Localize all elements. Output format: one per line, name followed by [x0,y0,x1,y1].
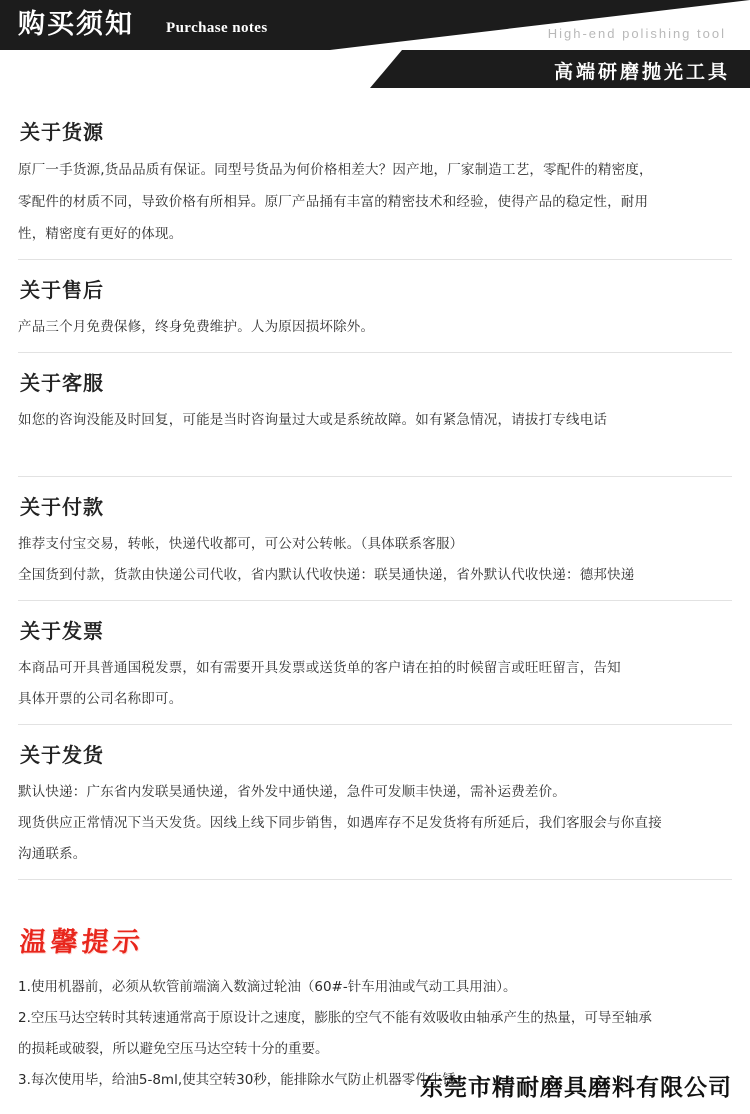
section-paragraph: 产品三个月免费保修，终身免费维护。人为原因损坏除外。 [18,319,375,335]
warm-tip-item: 3.每次使用毕，给油5-8ml,使其空转30秒，能排除水气防止机器零件生锈。 [18,1072,470,1088]
section-divider [18,259,732,260]
section-paragraph: 本商品可开具普通国税发票，如有需要开具发票或送货单的客户请在拍的时候留言或旺旺留言，告知 [18,660,621,676]
section-paragraph: 沟通联系。 [18,846,87,862]
section-paragraph: 现货供应正常情况下当天发货。因线上线下同步销售，如遇库存不足发货将有所延后，我们客服会与你直接 [18,815,662,831]
section-paragraph: 如您的咨询没能及时回复，可能是当时咨询量过大或是系统故障。如有紧急情况，请拔打专线电话 [18,412,608,428]
section-goods-source [18,116,732,260]
warm-tip-item: 2.空压马达空转时其转速通常高于原设计之速度，膨胀的空气不能有效吸收由轴承产生的热量，可导至轴承 [18,1010,652,1026]
warm-tip-item: 1.使用机器前，必须从软管前端滴入数滴过轮油（60#-针车用油或气动工具用油）。 [18,979,517,995]
company-name: 东莞市精耐磨具磨料有限公司 [420,1075,732,1101]
header-subtitle-english: High-end polishing tool [547,26,726,41]
section-body [18,408,732,464]
section-paragraph: 全国货到付款，货款由快递公司代收，省内默认代收快递：联昊通快递，省外默认代收快递：德邦快递 [18,567,635,583]
section-paragraph: 推荐支付宝交易，转帐，快递代收都可，可公对公转帐。（具体联系客服） [18,536,464,552]
section-shipping [18,739,732,880]
section-divider [18,724,732,725]
section-divider [18,879,732,880]
section-title: 关于售后 [20,278,104,302]
warm-tips-title: 温馨提示 [18,927,146,958]
section-title: 关于客服 [20,371,104,395]
section-title: 关于货源 [20,120,104,144]
warm-tip-item: 的损耗或破裂，所以避免空压马达空转十分的重要。 [18,1041,329,1057]
section-divider [18,600,732,601]
header-title-english: Purchase notes [166,20,268,36]
section-divider [18,476,732,477]
section-body [18,780,732,867]
section-body [18,315,732,340]
page-header [0,0,750,88]
section-customer-service [18,367,732,477]
section-title: 关于付款 [20,495,104,519]
section-paragraph: 原厂一手货源,货品品质有保证。同型号货品为何价格相差大？因产地，厂家制造工艺，零配件的精密度， [18,162,653,178]
section-title: 关于发货 [20,743,104,767]
section-divider [18,352,732,353]
section-body [18,532,732,588]
section-paragraph-blank [18,439,732,464]
section-after-sales [18,274,732,353]
section-invoice [18,615,732,725]
header-title-chinese: 购买须知 [18,9,134,40]
section-title: 关于发票 [20,619,104,643]
section-body [18,656,732,712]
section-paragraph: 性，精密度有更好的体现。 [18,226,183,242]
page-footer [0,1050,750,1114]
section-paragraph: 具体开票的公司名称即可。 [18,691,183,707]
header-banner-text: 高端研磨抛光工具 [553,61,730,83]
notes-content [0,88,750,1092]
section-paragraph: 零配件的材质不同，导致价格有所相异。原厂产品捅有丰富的精密技术和经验，使得产品的稳定性，耐用 [18,194,649,210]
section-body [18,157,732,247]
section-payment [18,491,732,601]
section-paragraph: 默认快递：广东省内发联昊通快递，省外发中通快递，急件可发顺丰快递，需补运费差价。 [18,784,566,800]
